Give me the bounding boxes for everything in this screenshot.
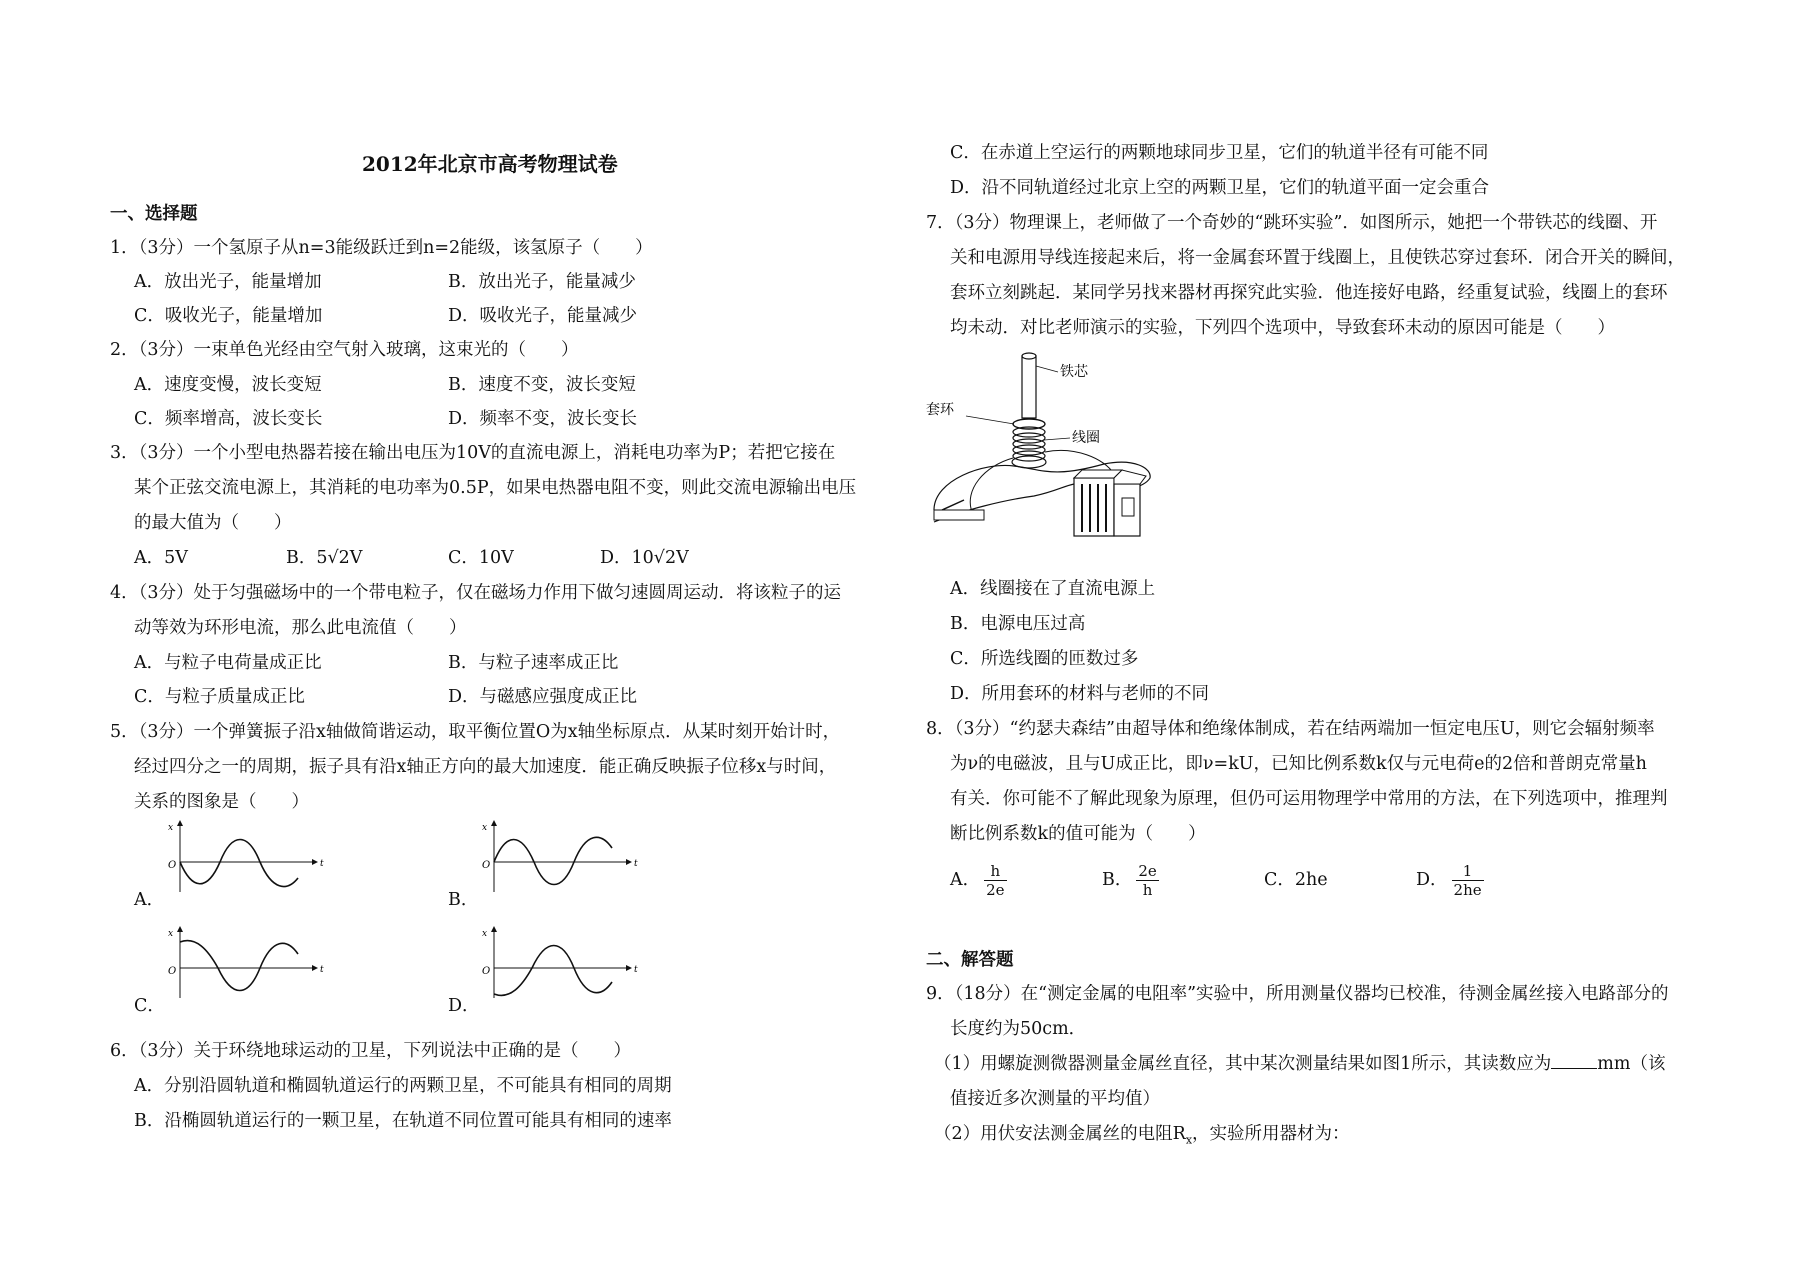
section-answer-heading: 二、解答题 [926, 950, 1014, 970]
q9-line-3: （1）用螺旋测微器测量金属丝直径，其中某次测量结果如图1所示，其读数应为 mm（该 [934, 1054, 1666, 1074]
svg-text:O: O [482, 966, 491, 977]
q1-stem: 1．（3分）一个氢原子从n=3能级跃迁到n=2能级，该氢原子（ ） [110, 238, 653, 258]
q8-option-d-fraction: $\frac{1}{2he}$ [1453, 862, 1482, 899]
q8-line-3: 有关．你可能不了解此现象为原理，但仍可运用物理学中常用的方法，在下列选项中，推理判 [950, 789, 1668, 809]
jumping-ring-apparatus-figure [924, 350, 1160, 550]
q4-line-2: 动等效为环形电流，那么此电流值（ ） [134, 618, 467, 638]
q7-line-3: 套环立刻跳起．某同学另找来器材再探究此实验．他连接好电路，经重复试验，线圈上的套环 [950, 283, 1668, 303]
fig-label-coil: 线圈 [1072, 430, 1100, 446]
q3-line-1: 3．（3分）一个小型电热器若接在输出电压为10V的直流电源上，消耗电功率为P；若把它接在 [110, 443, 836, 463]
svg-text:x: x [482, 823, 488, 833]
q8-line-4: 断比例系数k的值可能为（ ） [950, 824, 1206, 844]
q9-line-4: 值接近多次测量的平均值） [950, 1089, 1160, 1109]
fig-label-ring: 套环 [926, 402, 954, 418]
q6-option-d: D．沿不同轨道经过北京上空的两颗卫星，它们的轨道平面一定会重合 [950, 178, 1490, 198]
page-title: 2012年北京市高考物理试卷 [362, 152, 618, 176]
q5-option-c: C． [134, 996, 165, 1016]
svg-text:x: x [482, 929, 488, 939]
q8-option-d: D． $\frac{1}{2he}$ [1416, 862, 1482, 899]
q6-option-a: A．分别沿圆轨道和椭圆轨道运行的两颗卫星，不可能具有相同的周期 [134, 1076, 672, 1096]
q6-stem: 6．（3分）关于环绕地球运动的卫星，下列说法中正确的是（ ） [110, 1041, 632, 1061]
q8-option-a: A． $\frac{h}{2e}$ [950, 862, 1005, 899]
q2-option-a: A．速度变慢，波长变短 [134, 375, 322, 395]
q1-option-a: A．放出光子，能量增加 [134, 272, 322, 292]
q6-option-b: B．沿椭圆轨道运行的一颗卫星，在轨道不同位置可能具有相同的速率 [134, 1111, 672, 1131]
q2-option-c: C．频率增高，波长变长 [134, 409, 323, 429]
q3-line-2: 某个正弦交流电源上，其消耗的电功率为0.5P，如果电热器电阻不变，则此交流电源输出电压 [134, 478, 857, 498]
q7-line-4: 均未动．对比老师演示的实验，下列四个选项中，导致套环未动的原因可能是（ ） [950, 318, 1615, 338]
q5-graph-c [162, 926, 322, 1006]
q8-line-1: 8．（3分）“约瑟夫森结”由超导体和绝缘体制成，若在结两端加一恒定电压U，则它会辐射频率 [926, 719, 1655, 739]
q1-option-b: B．放出光子，能量减少 [448, 272, 636, 292]
q5-graph-d [476, 926, 636, 1006]
svg-text:t: t [320, 859, 324, 869]
svg-text:t: t [634, 965, 638, 975]
section-choice-heading: 一、选择题 [110, 204, 198, 224]
svg-text:O: O [168, 966, 177, 977]
q9-line-5: （2）用伏安法测金属丝的电阻$R_x$，实验所用器材为： [934, 1124, 1350, 1147]
q7-option-a: A．线圈接在了直流电源上 [950, 579, 1156, 599]
q4-option-d: D．与磁感应强度成正比 [448, 687, 638, 707]
q8-option-b: B． $\frac{2e}{h}$ [1102, 862, 1157, 899]
q1-option-d: D．吸收光子，能量减少 [448, 306, 638, 326]
q8-option-c: C．2he [1264, 870, 1328, 890]
q3-option-b-value: 5√2V [316, 548, 363, 568]
q9-line-1: 9．（18分）在“测定金属的电阻率”实验中，所用测量仪器均已校准，待测金属丝接入电路部分的 [926, 984, 1669, 1004]
q5-option-b: B． [448, 890, 479, 910]
q3-option-a: A．5V [134, 548, 188, 568]
q4-line-1: 4．（3分）处于匀强磁场中的一个带电粒子，仅在磁场力作用下做匀速圆周运动．将该粒子的运 [110, 583, 842, 603]
svg-text:x: x [168, 823, 174, 833]
q2-stem: 2．（3分）一束单色光经由空气射入玻璃，这束光的（ ） [110, 340, 579, 360]
q5-line-2: 经过四分之一的周期，振子具有沿x轴正方向的最大加速度．能正确反映振子位移x与时间， [134, 757, 837, 777]
q2-option-b: B．速度不变，波长变短 [448, 375, 636, 395]
fig-label-iron-core: 铁芯 [1060, 364, 1088, 380]
answer-blank[interactable] [1551, 1052, 1597, 1069]
q2-option-d: D．频率不变，波长变长 [448, 409, 638, 429]
q3-option-d: D．10√2V [600, 548, 689, 568]
q8-option-b-fraction: $\frac{2e}{h}$ [1138, 862, 1157, 899]
q4-option-b: B．与粒子速率成正比 [448, 653, 619, 673]
q5-graph-b [476, 820, 636, 900]
svg-text:t: t [634, 859, 638, 869]
q4-option-c: C．与粒子质量成正比 [134, 687, 305, 707]
q3-option-d-value: 10√2V [631, 548, 689, 568]
q8-option-a-fraction: $\frac{h}{2e}$ [986, 862, 1005, 899]
q4-option-a: A．与粒子电荷量成正比 [134, 653, 322, 673]
q5-graph-a [162, 820, 322, 900]
svg-text:O: O [168, 860, 177, 871]
svg-text:x: x [168, 929, 174, 939]
q7-option-c: C．所选线圈的匝数过多 [950, 649, 1139, 669]
q1-option-c: C．吸收光子，能量增加 [134, 306, 323, 326]
q7-option-d: D．所用套环的材料与老师的不同 [950, 684, 1210, 704]
q5-option-d: D． [448, 996, 480, 1016]
svg-text:O: O [482, 860, 491, 871]
q7-line-1: 7．（3分）物理课上，老师做了一个奇妙的“跳环实验”．如图所示，她把一个带铁芯的线圈、开 [926, 213, 1658, 233]
q5-line-3: 关系的图象是（ ） [134, 792, 309, 812]
q3-option-b: B．5√2V [286, 548, 363, 568]
q7-option-b: B．电源电压过高 [950, 614, 1086, 634]
q6-option-c: C．在赤道上空运行的两颗地球同步卫星，它们的轨道半径有可能不同 [950, 143, 1489, 163]
q3-line-3: 的最大值为（ ） [134, 513, 292, 533]
svg-text:t: t [320, 965, 324, 975]
q3-option-c: C．10V [448, 548, 514, 568]
q5-line-1: 5．（3分）一个弹簧振子沿x轴做简谐运动，取平衡位置O为x轴坐标原点．从某时刻开始计时， [110, 722, 841, 742]
q5-option-a: A． [134, 890, 165, 910]
q8-line-2: 为ν的电磁波，且与U成正比，即ν=kU，已知比例系数k仅与元电荷e的2倍和普朗克常量h [950, 754, 1647, 774]
q7-line-2: 关和电源用导线连接起来后，将一金属套环置于线圈上，且使铁芯穿过套环．闭合开关的瞬间， [950, 248, 1685, 268]
q9-line-2: 长度约为50cm． [950, 1019, 1087, 1039]
